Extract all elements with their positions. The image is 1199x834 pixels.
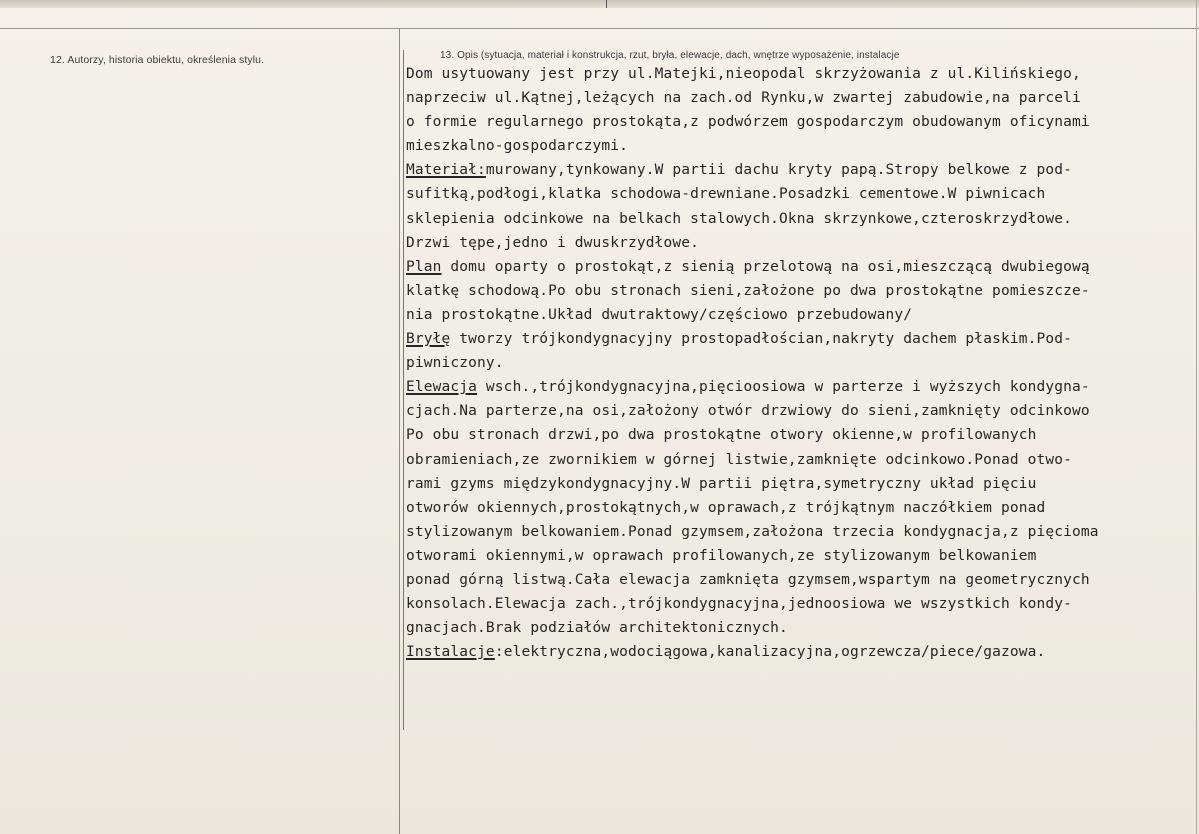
text-line (406, 279, 1186, 303)
text-line (406, 472, 1186, 496)
section-heading: Elewacja (406, 379, 478, 396)
line-text: Po obu stronach drzwi,po dwa prostokątne otwory okienne,w profilowanych (406, 427, 1037, 444)
text-line (406, 327, 1186, 351)
text-line (406, 640, 1186, 664)
text-line (406, 592, 1186, 616)
text-line (406, 423, 1186, 447)
text-line (406, 616, 1186, 640)
text-line (406, 351, 1186, 375)
line-text: :elektryczna,wodociągowa,kanalizacyjna,ogrzewcza/piece/gazowa. (494, 644, 1046, 661)
section-heading: Materiał: (406, 162, 486, 179)
section-heading: Bryłę (406, 331, 451, 348)
line-text: obramieniach,ze zwornikiem w górnej listwie,zamknięte odcinkowo.Ponad otwo- (406, 451, 1072, 468)
typed-margin-line (403, 50, 404, 730)
line-text: klatkę schodową.Po obu stronach sieni,założone po dwa prostokątne pomieszcze- (406, 282, 1090, 299)
text-line (406, 568, 1186, 592)
line-text: Dom usytuowany jest przy ul.Matejki,nieopodal skrzyżowania z ul.Kilińskiego, (406, 66, 1081, 82)
column-divider (399, 28, 400, 834)
text-line (406, 110, 1186, 134)
line-text: stylizowanym belkowaniem.Ponad gzymsem,założona trzecia kondygnacja,z pięcioma (406, 523, 1099, 540)
line-text: sklepienia odcinkowe na belkach stalowych.Okna skrzynkowe,czteroskrzydłowe. (406, 210, 1072, 227)
fold-tick-mark (606, 0, 607, 8)
text-line (406, 207, 1186, 231)
line-text: cjach.Na parterze,na osi,założony otwór drzwiowy do sieni,zamknięty odcinkowo (406, 403, 1090, 420)
text-line (406, 158, 1186, 182)
sheet-top-edge (0, 0, 1199, 8)
header-rule (0, 28, 1199, 29)
text-line (406, 448, 1186, 472)
sheet-right-edge (1196, 0, 1197, 834)
line-text: o formie regularnego prostokąta,z podwórzem gospodarczym obudowanym oficynami (406, 114, 1090, 131)
line-text: rami gzyms międzykondygnacyjny.W partii piętra,symetryczny układ pięciu (406, 475, 1037, 492)
field-12-label: 12. Autorzy, historia obiektu, określenia stylu. (50, 54, 265, 66)
line-text: konsolach.Elewacja zach.,trójkondygnacyjna,jednoosiowa we wszystkich kondy- (406, 596, 1072, 613)
description-text (406, 62, 1186, 664)
text-line (406, 62, 1186, 86)
line-text: Drzwi tępe,jedno i dwuskrzydłowe. (406, 234, 700, 251)
section-heading: Plan (406, 258, 442, 275)
text-line (406, 231, 1186, 255)
text-line (406, 520, 1186, 544)
text-line (406, 134, 1186, 158)
line-text: mieszkalno-gospodarczymi. (406, 138, 628, 155)
text-line (406, 399, 1186, 423)
line-text: nia prostokątne.Układ dwutraktowy/częściowo przebudowany/ (406, 306, 913, 323)
text-line (406, 544, 1186, 568)
line-text: tworzy trójkondygnacyjny prostopadłościan,nakryty dachem płaskim.Pod- (450, 331, 1072, 348)
line-text: gnacjach.Brak podziałów architektonicznych. (406, 620, 788, 637)
line-text: murowany,tynkowany.W partii dachu kryty papą.Stropy belkowe z pod- (485, 162, 1072, 179)
line-text: domu oparty o prostokąt,z sienią przelotową na osi,mieszczącą dwubiegową (441, 258, 1090, 275)
line-text: naprzeciw ul.Kątnej,leżących na zach.od Rynku,w zwartej zabudowie,na parceli (406, 90, 1081, 107)
text-line (406, 496, 1186, 520)
text-line (406, 86, 1186, 110)
line-text: otworami okiennymi,w oprawach profilowanych,ze stylizowanym belkowaniem (406, 547, 1037, 564)
text-line (406, 375, 1186, 399)
text-line (406, 303, 1186, 327)
text-line (406, 182, 1186, 206)
line-text: sufitką,podłogi,klatka schodowa-drewniane.Posadzki cementowe.W piwnicach (406, 186, 1046, 203)
section-heading: Instalacje (406, 644, 495, 661)
line-text: wsch.,trójkondygnacyjna,pięcioosiowa w parterze i wyższych kondygna- (477, 379, 1090, 396)
field-13-label: 13. Opis (sytuacja, materiał i konstrukcja, rzut, bryła, elewacje, dach, wnętrze wyposażenie, instalacje (440, 50, 900, 61)
line-text: ponad górną listwą.Cała elewacja zamknięta gzymsem,wspartym na geometrycznych (406, 571, 1090, 588)
line-text: piwniczony. (406, 355, 504, 372)
line-text: otworów okiennych,prostokątnych,w oprawach,z trójkątnym naczółkiem ponad (406, 499, 1046, 516)
text-line (406, 255, 1186, 279)
